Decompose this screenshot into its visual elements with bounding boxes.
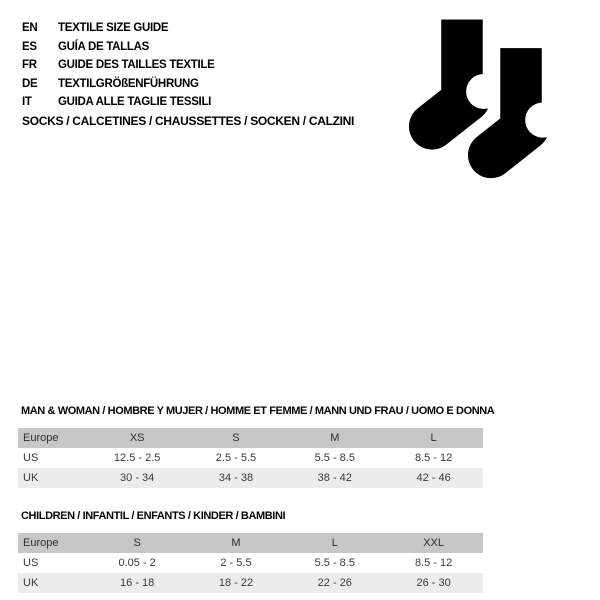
- size-cell: 38 - 42: [317, 472, 352, 484]
- size-cell: 5.5 - 8.5: [314, 452, 355, 464]
- language-code: IT: [22, 96, 32, 109]
- size-cell: 16 - 18: [120, 577, 155, 589]
- column-header-s: S: [232, 432, 240, 444]
- column-header-xs: XS: [129, 432, 145, 444]
- size-cell: 5.5 - 8.5: [314, 557, 355, 569]
- man-woman-size-table: [18, 428, 483, 488]
- language-code: EN: [22, 22, 38, 35]
- column-header-region: Europe: [23, 432, 59, 444]
- column-header-region: Europe: [23, 537, 59, 549]
- table-header-row: [18, 428, 483, 448]
- language-code: ES: [22, 40, 37, 53]
- children-size-table: [18, 533, 483, 593]
- table-row-us: [18, 448, 483, 468]
- size-cell: 2 - 5.5: [220, 557, 252, 569]
- column-header-s: S: [133, 537, 141, 549]
- language-title: TEXTILE SIZE GUIDE: [58, 22, 169, 35]
- language-title: GUIDA ALLE TAGLIE TESSILI: [58, 96, 212, 109]
- size-cell: 0.05 - 2: [118, 557, 156, 569]
- region-label: US: [23, 452, 39, 464]
- size-cell: 26 - 30: [416, 577, 451, 589]
- table-row-uk: [18, 573, 483, 593]
- table-row-uk: [18, 468, 483, 488]
- language-title: TEXTILGRÖßENFÜHRUNG: [58, 77, 199, 90]
- column-header-m: M: [231, 537, 241, 549]
- column-header-l: L: [331, 537, 338, 549]
- size-cell: 2.5 - 5.5: [215, 452, 257, 464]
- size-cell: 8.5 - 12: [414, 452, 453, 464]
- size-cell: 22 - 26: [317, 577, 352, 589]
- man-woman-table-title: MAN & WOMAN / HOMBRE Y MUJER / HOMME ET FEMME / MANN UND FRAU / UOMO E DONNA: [21, 405, 495, 417]
- language-title: GUÍA DE TALLAS: [58, 40, 149, 53]
- size-cell: 18 - 22: [218, 577, 254, 589]
- socks-icon: [408, 14, 563, 180]
- language-row-de: [22, 75, 402, 94]
- language-code: DE: [22, 77, 38, 90]
- column-header-m: M: [330, 432, 340, 444]
- size-cell: 42 - 46: [416, 472, 451, 484]
- language-title: GUIDE DES TAILLES TEXTILE: [58, 59, 215, 72]
- size-cell: 12.5 - 2.5: [113, 452, 161, 464]
- column-header-l: L: [430, 432, 437, 444]
- table-header-row: [18, 533, 483, 553]
- man-woman-table-section: [18, 405, 495, 488]
- language-row-it: [22, 93, 402, 112]
- size-cell: 30 - 34: [120, 472, 155, 484]
- size-cell: 8.5 - 12: [414, 557, 453, 569]
- language-row-es: [22, 38, 402, 57]
- column-header-xxl: XXL: [423, 537, 444, 549]
- language-header-block: [22, 19, 402, 128]
- children-table-title: CHILDREN / INFANTIL / ENFANTS / KINDER / BAMBINI: [21, 510, 286, 522]
- table-row-us: [18, 553, 483, 573]
- language-code: FR: [22, 59, 37, 72]
- category-heading: SOCKS / CALCETINES / CHAUSSETTES / SOCKEN / CALZINI: [22, 113, 355, 128]
- region-label: UK: [23, 577, 39, 589]
- region-label: UK: [23, 472, 39, 484]
- language-row-fr: [22, 56, 402, 75]
- language-row-en: [22, 19, 402, 38]
- size-cell: 34 - 38: [218, 472, 254, 484]
- children-table-section: [18, 510, 483, 593]
- region-label: US: [23, 557, 39, 569]
